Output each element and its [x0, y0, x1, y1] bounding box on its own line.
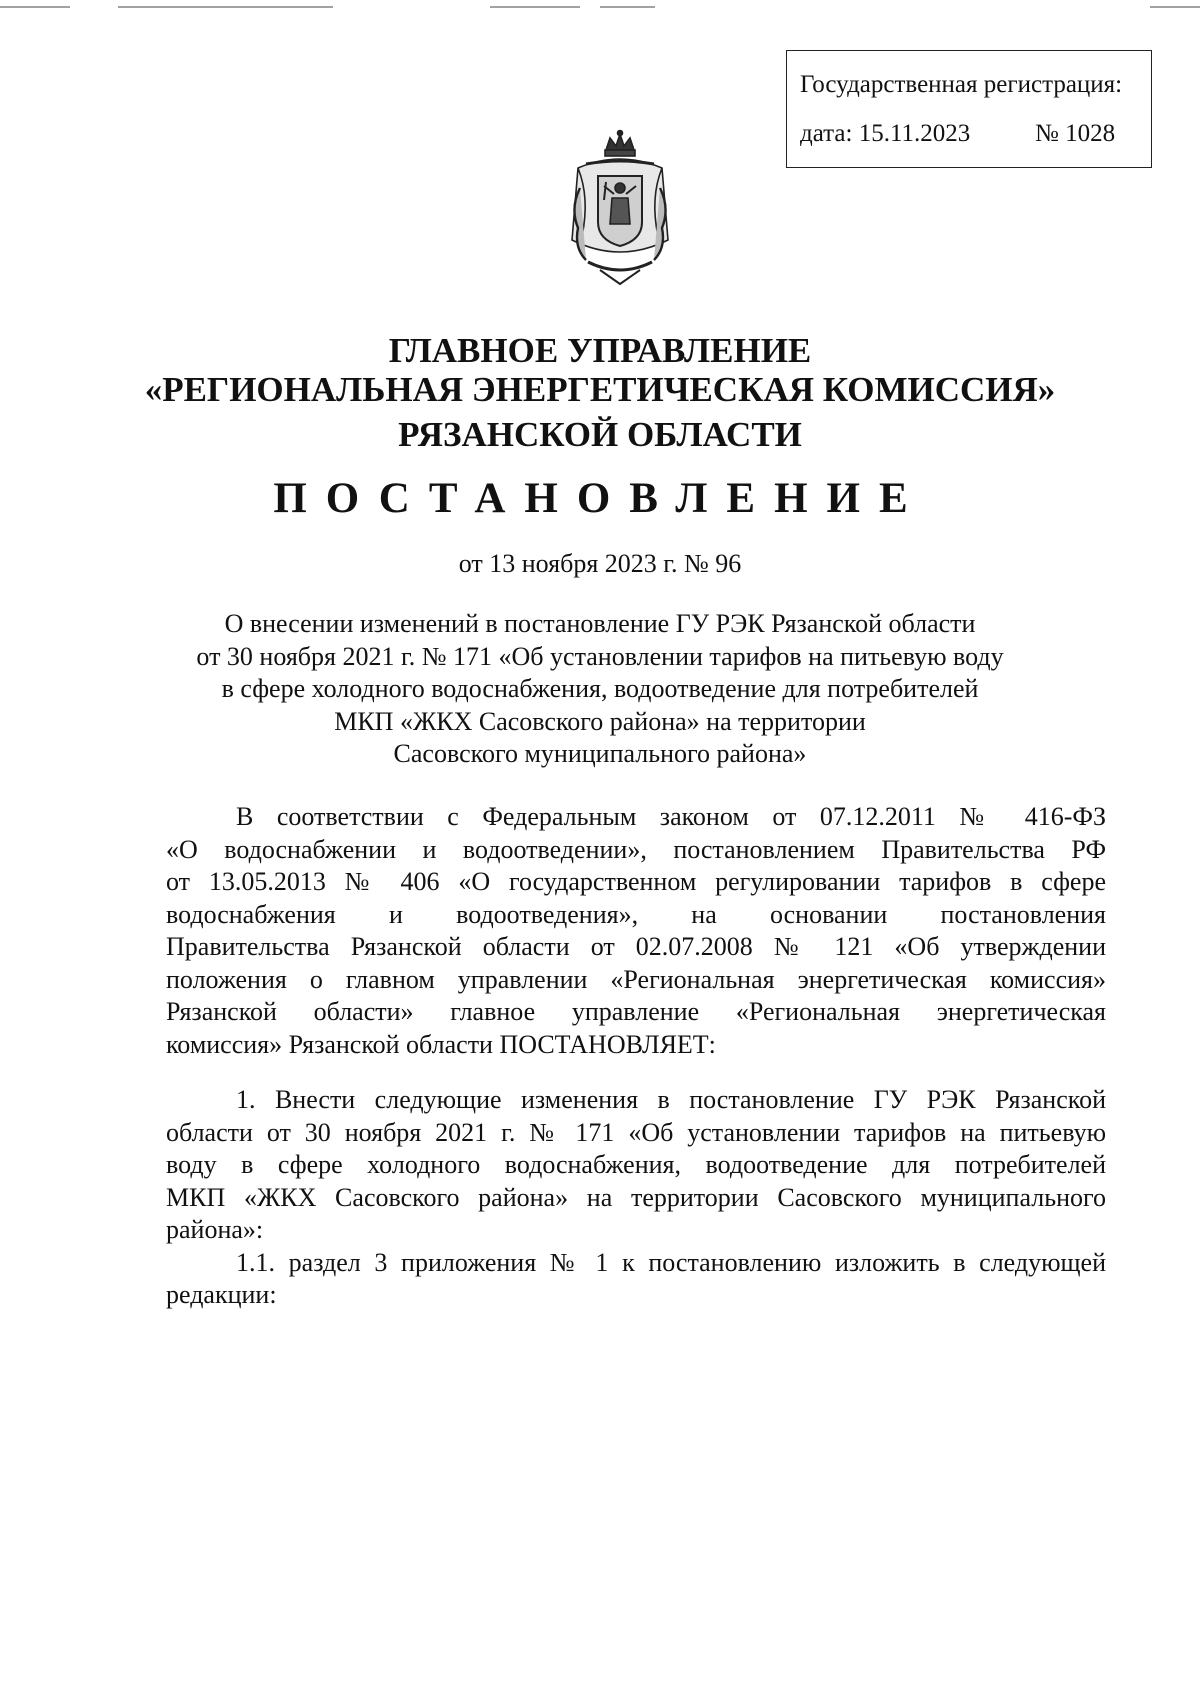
- authority-name-line1: ГЛАВНОЕ УПРАВЛЕНИЕ: [388, 331, 812, 370]
- clauses-section: [166, 1084, 1106, 1312]
- preamble-line: положения о главном управлении «Региональная энергетическая комиссия»: [166, 964, 1106, 994]
- clause-line: 1.1. раздел 3 приложения № 1 к постановлению изложить в следующей: [236, 1247, 1106, 1277]
- subject-line: МКП «ЖКХ Сасовского района» на территории: [334, 706, 866, 736]
- preamble-paragraph: [166, 801, 1106, 1061]
- scan-artifact: [490, 6, 580, 8]
- registration-title: Государственная регистрация:: [800, 71, 1123, 98]
- registration-date: дата: 15.11.2023: [800, 120, 971, 147]
- scan-artifact: [600, 6, 655, 8]
- preamble-line: В соответствии с Федеральным законом от 07.12.2011 № 416-ФЗ: [236, 802, 1106, 831]
- preamble-line: Правительства Рязанской области от 02.07.2008 № 121 «Об утверждении: [166, 932, 1106, 961]
- scan-artifact: [0, 6, 70, 8]
- subject-line: О внесении изменений в постановление ГУ РЭК Рязанской области: [224, 609, 976, 638]
- authority-name-line2: «РЕГИОНАЛЬНАЯ ЭНЕРГЕТИЧЕСКАЯ КОМИССИЯ»: [144, 370, 1056, 409]
- scan-artifact: [118, 6, 333, 8]
- clause-line: редакции:: [166, 1280, 277, 1309]
- registration-stamp: [786, 50, 1152, 168]
- preamble-line: комиссия» Рязанской области ПОСТАНОВЛЯЕТ:: [166, 1029, 716, 1059]
- subject-line: от 30 ноября 2021 г. № 171 «Об установлении тарифов на питьевую воду: [196, 641, 1004, 671]
- document-subject: [160, 608, 1040, 771]
- clause-line: области от 30 ноября 2021 г. № 171 «Об установлении тарифов на питьевую: [166, 1117, 1106, 1147]
- document-date-number: от 13 ноября 2023 г. № 96: [458, 549, 742, 578]
- preamble-line: Рязанской области» главное управление «Региональная энергетическая: [166, 997, 1106, 1026]
- registration-number: № 1028: [1035, 120, 1116, 147]
- coat-of-arms-icon: [560, 128, 680, 288]
- clause-line: 1. Внести следующие изменения в постановление ГУ РЭК Рязанской: [236, 1085, 1106, 1114]
- subject-line: в сфере холодного водоснабжения, водоотведение для потребителей: [221, 674, 979, 703]
- preamble-line: водоснабжения и водоотведения», на основании постановления: [166, 899, 1106, 929]
- preamble-line: от 13.05.2013 № 406 «О государственном регулировании тарифов в сфере: [166, 867, 1106, 896]
- subject-line: Сасовского муниципального района»: [393, 739, 807, 768]
- authority-name-line3: РЯЗАНСКОЙ ОБЛАСТИ: [398, 415, 802, 454]
- scan-artifact: [1150, 6, 1200, 8]
- clause-line: воду в сфере холодного водоснабжения, водоотведение для потребителей: [166, 1150, 1106, 1179]
- clause-line: МКП «ЖКХ Сасовского района» на территории Сасовского муниципального: [166, 1182, 1106, 1212]
- clause-line: района»:: [166, 1215, 264, 1244]
- document-type: ПОСТАНОВЛЕНИЕ: [273, 475, 927, 522]
- preamble-line: «О водоснабжении и водоотведении», постановлением Правительства РФ: [166, 834, 1106, 864]
